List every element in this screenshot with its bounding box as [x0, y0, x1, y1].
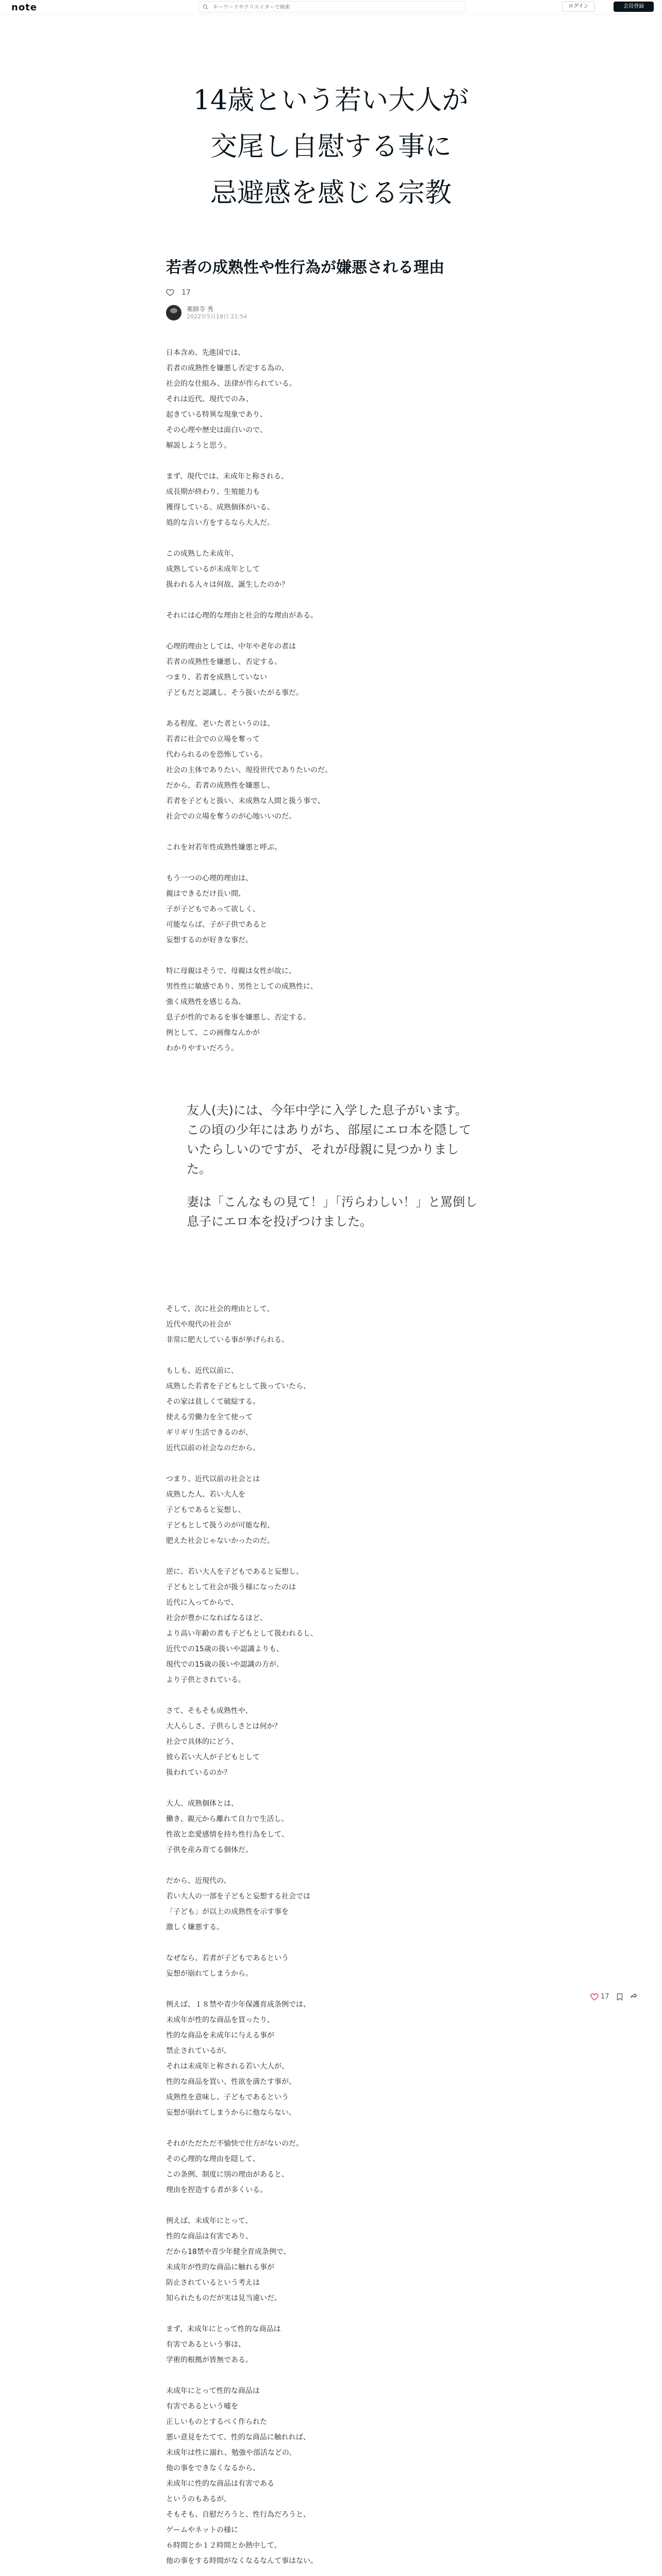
body-line: 子どもであると妄想し、: [166, 1506, 245, 1514]
body-paragraph: [166, 840, 496, 855]
signup-button[interactable]: 会員登録: [614, 2, 654, 12]
hero-line: 14歳という若い大人が: [193, 85, 469, 116]
body-line: 子どもだと認識し、そう扱いたがる事だ。: [166, 689, 303, 697]
body-line: この条例、制度に別の理由があると、: [166, 2171, 289, 2179]
hero-image: [0, 77, 662, 216]
body-line: 成熟しているが未成年として: [166, 565, 260, 573]
body-line: それがただただ不愉快で仕方がないのだ。: [166, 2140, 303, 2148]
body-paragraph: [166, 1471, 496, 1549]
body-line: 子どもとして扱うのが可能な程、: [166, 1521, 274, 1530]
body-paragraph: [166, 716, 496, 824]
body-line: 成熟した人、若い大人を: [166, 1490, 245, 1499]
note-logo[interactable]: note: [11, 2, 37, 13]
body-line: 働き、親元から離れて自力で生活し、: [166, 1815, 289, 1823]
body-paragraph: [166, 2136, 496, 2198]
body-line: より子供とされている。: [166, 1676, 245, 1684]
body-line: 未成年にとって性的な商品は: [166, 2387, 260, 2395]
bookmark-icon: [617, 1993, 623, 2001]
body-line: 強く成熟性を感じる為、: [166, 998, 245, 1006]
body-line: 他の事をする時間がなくなるなんて事はない。: [166, 2557, 318, 2565]
body-line: 親はできるだけ長い間、: [166, 890, 245, 898]
body-paragraph: [166, 2321, 496, 2368]
body-line: 子供を産み育てる個体だ。: [166, 1846, 253, 1854]
body-line: 解説しようと思う。: [166, 442, 231, 450]
body-line: 現代での15歳の扱いや認識の方が、: [166, 1660, 284, 1669]
body-line: それは未成年と称される若い大人が、: [166, 2062, 289, 2071]
body-line: 逆に、若い大人を子どもであると妄想し、: [166, 1568, 303, 1576]
body-line: 若い大人の一部を子どもと妄想する社会では: [166, 1892, 310, 1901]
body-line: もしも、近代以前に、: [166, 1367, 238, 1375]
body-line: だから18禁や青少年健全育成条例で、: [166, 2248, 291, 2256]
body-line: 妄想が崩れてしまうから。: [166, 1970, 253, 1978]
hero-line: 忌避感を感じる宗教: [210, 178, 452, 209]
body-line: 大人らしさ、子供らしさとは何か？: [166, 1722, 282, 1731]
body-paragraph: [166, 469, 496, 531]
body-line: 子が子どもであって欲しく、: [166, 905, 260, 913]
body-line: 未成年が性的な商品に触れる事が: [166, 2263, 274, 2272]
body-line: 未成年は性に溺れ、勉強や部活などの、: [166, 2449, 296, 2457]
search-icon: [203, 4, 208, 10]
body-line: 悪い意見をたてて、性的な商品に触れれば、: [166, 2433, 310, 2442]
body-line: その心理的な理由を隠して、: [166, 2155, 260, 2163]
body-line: だから、近現代の、: [166, 1877, 231, 1885]
body-line: わかりやすいだろう。: [166, 1044, 238, 1053]
body-line: 若者を子どもと扱い、未成熟な人間と扱う事で、: [166, 797, 325, 805]
body-line: 近代での15歳の扱いや認識よりも、: [166, 1645, 284, 1653]
body-line: 日本含め、先進国では、: [166, 349, 245, 357]
body-line: 若者に社会での立場を奪って: [166, 735, 260, 743]
body-line: 防止されているという考えは: [166, 2279, 260, 2287]
floating-like-button[interactable]: [590, 1993, 609, 2001]
body-line: 男性性に敏感であり、男性としての成熟性に、: [166, 982, 318, 991]
body-line: 若者の成熟性を嫌悪し、否定する。: [166, 658, 282, 666]
body-line: 獲得している、成熟個体がいる。: [166, 503, 274, 512]
body-paragraph: [166, 1951, 496, 1981]
quote-paragraph: 友人(夫)には、今年中学に入学した息子がいます。この頃の少年にはありがち、部屋にエロ本を隠していたらしいのですが、それが母親に見つかりました。: [187, 1103, 471, 1176]
body-line: 未成年が性的な商品を買ったり、: [166, 2016, 274, 2024]
body-line: 扱われているのか？: [166, 1769, 231, 1777]
body-line: 社会での立場を奪うのが心地いいのだ。: [166, 812, 296, 821]
body-line: 非常に肥大している事が挙げられる。: [166, 1336, 289, 1344]
body-line: 例として、この画像なんかが: [166, 1029, 260, 1037]
quote-paragraph: 妻は「こんなもの見て！」「汚らわしい！」と罵倒し息子にエロ本を投げつけました。: [187, 1195, 477, 1229]
body-line: 起きている特異な現象であり、: [166, 411, 267, 419]
body-line: 社会の主体でありたい、現役世代でありたいのだ。: [166, 766, 332, 774]
body-paragraph: [166, 1363, 496, 1456]
site-header: [0, 0, 662, 15]
body-line: 性的な商品は有害であり、: [166, 2232, 253, 2241]
body-line: まず、現代では、未成年と称される、: [166, 472, 288, 481]
body-line: 有害であるという嘘を: [166, 2402, 238, 2411]
bookmark-button[interactable]: [617, 1993, 623, 2001]
body-line: 成熟性を意味し、子どもであるという: [166, 2093, 289, 2102]
body-line: 他の事をできなくなるから、: [166, 2464, 260, 2472]
body-line: それは近代、現代でのみ、: [166, 395, 253, 403]
article-body: [166, 345, 496, 1056]
body-line: 妄想が崩れてしまうからに他ならない。: [166, 2109, 296, 2117]
body-line: その家は貧しくて破綻する。: [166, 1398, 260, 1406]
blockquote: [166, 1087, 496, 1245]
body-line: これを対若年性成熟性嫌悪と呼ぶ。: [166, 843, 282, 852]
author-row: [166, 305, 496, 320]
search-input[interactable]: [212, 3, 461, 12]
author-name[interactable]: 薬師寺 秀: [187, 306, 213, 313]
login-button[interactable]: ログイン: [562, 2, 595, 12]
body-line: 息子が性的であるを事を嫌悪し、否定する。: [166, 1013, 310, 1022]
body-line: 激しく嫌悪する。: [166, 1923, 224, 1931]
body-line: もう一つの心理的理由は、: [166, 874, 253, 883]
article-body: [166, 1301, 496, 2576]
body-line: 例えば、１８禁や青少年保護育成条例では、: [166, 2001, 310, 2009]
heart-icon: [590, 1993, 599, 2001]
hero-line: 交尾し自慰する事に: [210, 131, 452, 162]
body-paragraph: [166, 345, 496, 453]
body-line: 正しいものとするべく作られた: [166, 2418, 267, 2426]
body-line: 理由を捏造する者が多くいる。: [166, 2186, 267, 2194]
heart-icon: [166, 289, 174, 296]
body-paragraph: [166, 2213, 496, 2306]
body-line: 成長期が終わり、生殖能力も: [166, 488, 260, 496]
body-line: 肥えた社会じゃないかったのだ。: [166, 1537, 274, 1545]
body-line: 使える労働力を全て使って: [166, 1413, 253, 1421]
body-line: そして、次に社会的理由として、: [166, 1305, 274, 1313]
body-line: 性欲と恋愛感情を持ち性行為をして、: [166, 1831, 289, 1839]
body-line: つまり、若者を成熟していない: [166, 673, 267, 682]
author-meta: [187, 305, 247, 320]
body-line: 社会的な仕組み、法律が作られている。: [166, 380, 296, 388]
body-line: 社会で具体的にどう、: [166, 1738, 238, 1746]
body-line: 若者の成熟性を嫌悪し否定する為の、: [166, 364, 289, 372]
body-line: ある程度、老いた者というのは、: [166, 720, 274, 728]
body-line: 近代以前の社会なのだから。: [166, 1444, 260, 1452]
body-line: 近代や現代の社会が: [166, 1320, 231, 1329]
body-paragraph: [166, 608, 496, 623]
body-line: 成熟した若者を子どもとして扱っていたら、: [166, 1382, 310, 1391]
body-line: 近代に入ってからで、: [166, 1599, 238, 1607]
body-line: 心理的理由としては、中年や老年の者は: [166, 642, 296, 651]
post-date: 2022年5月18日 21:54: [187, 313, 247, 320]
floating-actions: [590, 1993, 637, 2001]
body-line: その心理や歴史は面白いので、: [166, 426, 267, 434]
body-line: というのもあるが、: [166, 2495, 231, 2503]
body-line: 妄想するのが好きな事だ。: [166, 936, 253, 944]
body-line: この成熟した未成年、: [166, 550, 238, 558]
body-paragraph: [166, 2383, 496, 2569]
body-line: そもそも、自慰だろうと、性行為だろうと、: [166, 2511, 310, 2519]
body-line: ギリギリ生活できるのが、: [166, 1429, 253, 1437]
body-line: さて、そもそも成熟性や、: [166, 1707, 253, 1715]
body-paragraph: [166, 1703, 496, 1781]
body-line: ゲームやネットの様に: [166, 2526, 238, 2534]
body-line: だから、若者の成熟性を嫌悪し、: [166, 782, 274, 790]
like-count[interactable]: 17: [181, 289, 191, 297]
body-line: 知られたものだが実は見当違いだ。: [166, 2294, 282, 2302]
body-line: ６時間とか１２時間とか熱中して、: [166, 2541, 282, 2550]
body-paragraph: [166, 1873, 496, 1935]
body-line: それには心理的な理由と社会的な理由がある。: [166, 612, 318, 620]
body-line: 扱われる人々は何故、誕生したのか？: [166, 581, 289, 589]
body-paragraph: [166, 1997, 496, 2121]
body-line: 性的な商品を買い、性欲を満たす事が、: [166, 2078, 296, 2086]
body-line: 処的な言い方をするなら大人だ。: [166, 519, 274, 527]
share-icon: [630, 1993, 637, 2001]
body-line: 彼ら若い大人が子どもとして: [166, 1753, 260, 1761]
floating-like-count: 17: [601, 1993, 609, 2001]
body-line: まず、未成年にとって性的な商品は: [166, 2325, 281, 2333]
body-line: 可能ならば、子が子供であると: [166, 921, 267, 929]
body-paragraph: [166, 546, 496, 592]
article: [166, 257, 496, 2576]
body-line: なぜなら、若者が子どもであるという: [166, 1954, 289, 1962]
body-line: 有害であるという事は、: [166, 2341, 245, 2349]
body-line: 禁止されているが、: [166, 2047, 231, 2055]
avatar[interactable]: [166, 305, 181, 320]
like-button[interactable]: [166, 289, 174, 296]
body-paragraph: [166, 639, 496, 701]
body-line: 「子ども」が以上の成熟性を示す事を: [166, 1908, 289, 1916]
body-line: より高い年齢の者も子どもとして扱われるし、: [166, 1630, 318, 1638]
body-line: 社会が豊かになればなるほど、: [166, 1614, 267, 1622]
share-button[interactable]: [630, 1993, 637, 2001]
body-line: 学術的根拠が皆無である。: [166, 2356, 253, 2364]
search-box[interactable]: [198, 1, 466, 12]
body-line: 代わられるのを恐怖している。: [166, 751, 267, 759]
body-line: 性的な商品を未成年に与える事が: [166, 2031, 274, 2040]
body-line: 例えば、未成年にとって、: [166, 2217, 253, 2225]
body-line: つまり、近代以前の社会とは: [166, 1475, 260, 1483]
body-line: 大人、成熟個体とは、: [166, 1800, 238, 1808]
body-line: 未成年に性的な商品は有害である: [166, 2480, 274, 2488]
body-paragraph: [166, 963, 496, 1056]
body-paragraph: [166, 1796, 496, 1858]
like-row: [166, 287, 496, 298]
body-line: 特に母親はそうで、母親は女性が故に、: [166, 967, 296, 975]
body-paragraph: [166, 1301, 496, 1348]
body-paragraph: [166, 1564, 496, 1688]
article-title: 若者の成熟性や性行為が嫌悪される理由: [166, 259, 444, 277]
body-paragraph: [166, 871, 496, 948]
body-line: 子どもとして社会が扱う様になったのは: [166, 1583, 296, 1591]
